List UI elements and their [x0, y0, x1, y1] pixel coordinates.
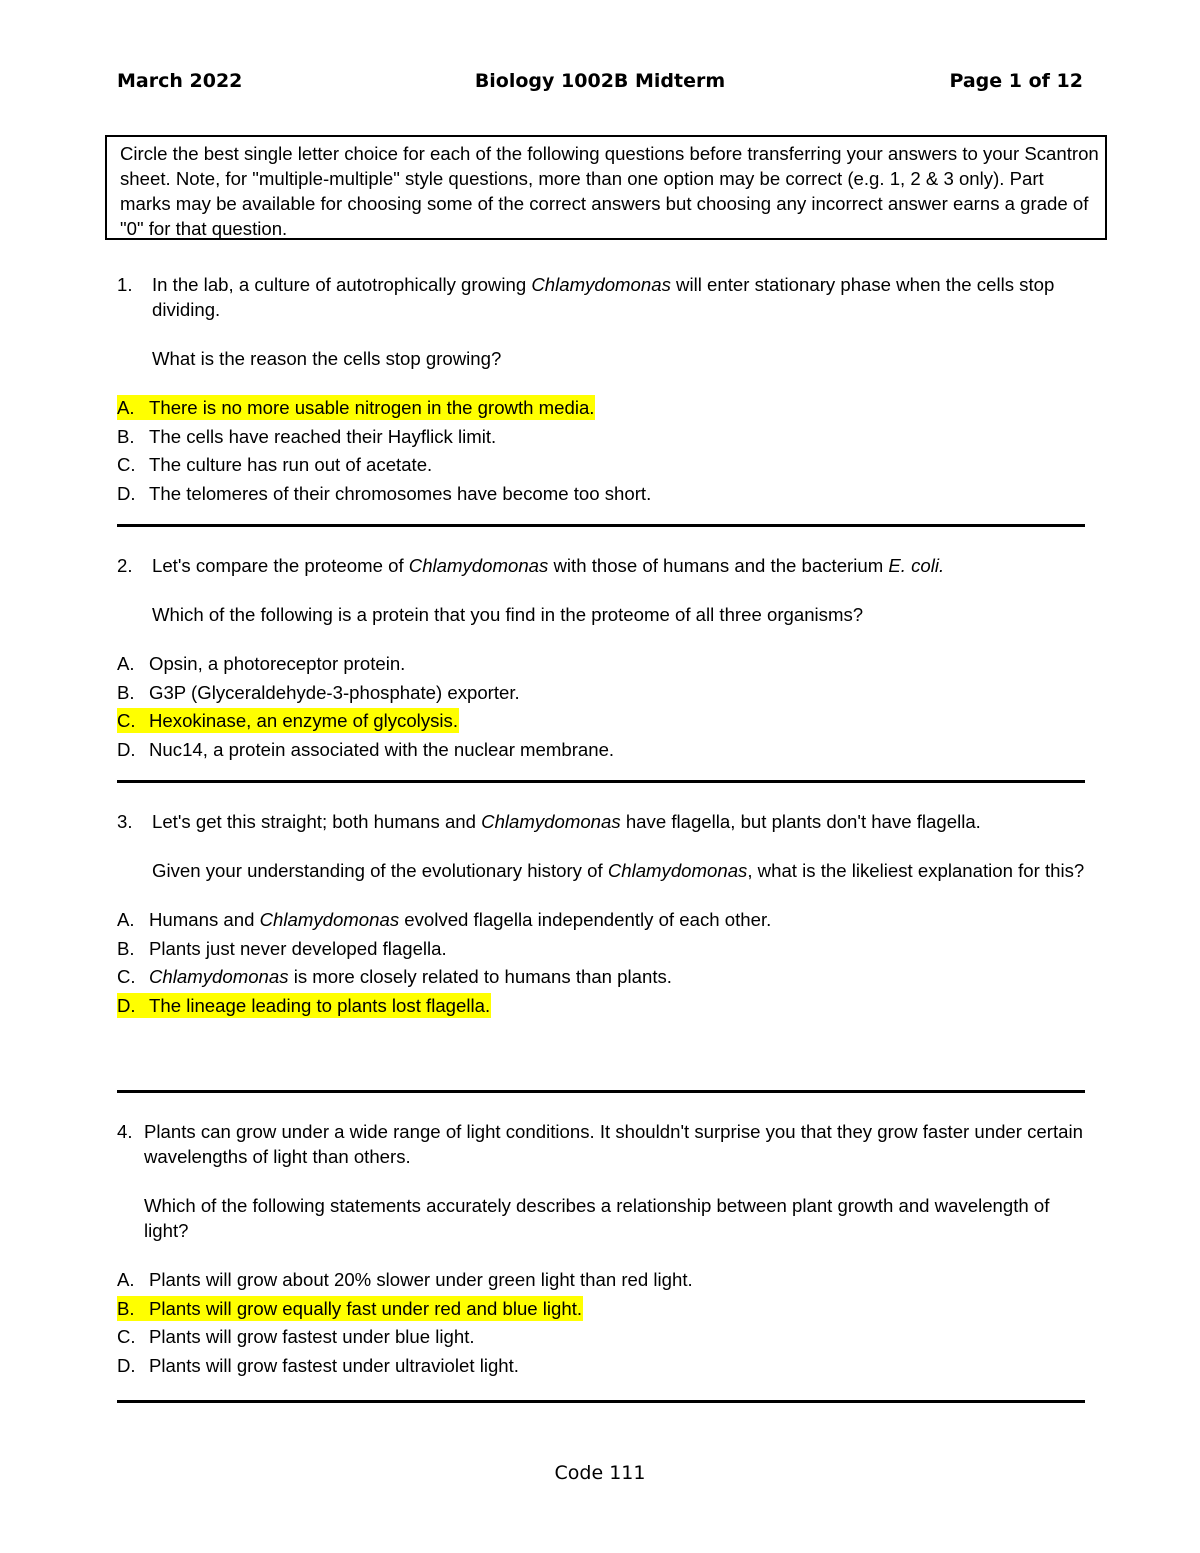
question-stem: [117, 1119, 1085, 1169]
option-d[interactable]: [117, 992, 1085, 1021]
option-a[interactable]: A. Plants will grow about 20% slower under green light than red light.: [117, 1269, 693, 1290]
header-date: March 2022: [117, 70, 243, 92]
header-page-number: Page 1 of 12: [949, 70, 1083, 92]
question-prompt: What is the reason the cells stop growing?: [152, 348, 502, 369]
section-divider: [117, 1400, 1085, 1403]
question-prompt: Which of the following statements accurately describes a relationship between plant growth and wavelength of light?: [144, 1195, 1050, 1241]
question-text: In the lab, a culture of autotrophically growing Chlamydomonas will enter stationary phase when the cells stop dividing.: [152, 274, 1055, 320]
question-text: Let's compare the proteome of Chlamydomonas with those of humans and the bacterium E. coli.: [152, 555, 945, 576]
section-divider: [117, 1090, 1085, 1093]
question-text: Plants can grow under a wide range of light conditions. It shouldn't surprise you that they grow faster under certain wavelengths of light than others.: [144, 1121, 1083, 1167]
highlighted-answer: B. Plants will grow equally fast under red and blue light.: [117, 1297, 583, 1319]
header-course: Biology 1002B Midterm: [474, 70, 726, 92]
option-b[interactable]: B. Plants just never developed flagella.: [117, 937, 447, 959]
question-stem: [117, 553, 1085, 578]
question-1: [117, 272, 1085, 508]
option-b[interactable]: [117, 1295, 1085, 1324]
option-c[interactable]: [117, 707, 1085, 736]
question-prompt: Given your understanding of the evolutionary history of Chlamydomonas, what is the likeliest explanation for this?: [152, 860, 1085, 881]
answer-options: [117, 1266, 1085, 1380]
section-divider: [117, 524, 1085, 527]
highlighted-answer: C. Hexokinase, an enzyme of glycolysis.: [117, 710, 459, 731]
section-divider: [117, 780, 1085, 783]
option-c[interactable]: C. Plants will grow fastest under blue light.: [117, 1326, 475, 1347]
question-number: 2.: [117, 555, 133, 576]
highlighted-answer: A. There is no more usable nitrogen in the growth media.: [117, 397, 595, 418]
question-4: [117, 1119, 1085, 1380]
option-d[interactable]: D. Nuc14, a protein associated with the nuclear membrane.: [117, 738, 615, 760]
option-c[interactable]: C. The culture has run out of acetate.: [117, 454, 433, 475]
answer-options: [117, 906, 1085, 1020]
option-c[interactable]: C. Chlamydomonas is more closely related to humans than plants.: [117, 966, 672, 987]
option-d[interactable]: D. The telomeres of their chromosomes have become too short.: [117, 482, 652, 504]
footer-exam-code: Code 111: [554, 1462, 646, 1484]
question-stem: [117, 272, 1085, 322]
answer-options: [117, 394, 1085, 508]
option-d[interactable]: D. Plants will grow fastest under ultraviolet light.: [117, 1354, 519, 1376]
question-number: 3.: [117, 811, 133, 832]
option-b[interactable]: B. G3P (Glyceraldehyde-3-phosphate) exporter.: [117, 681, 520, 703]
option-a[interactable]: A. Opsin, a photoreceptor protein.: [117, 653, 406, 674]
answer-options: [117, 650, 1085, 764]
option-a[interactable]: [117, 394, 1085, 423]
option-b[interactable]: B. The cells have reached their Hayflick limit.: [117, 425, 497, 447]
question-prompt: Which of the following is a protein that you find in the proteome of all three organisms?: [152, 604, 864, 625]
question-number: 1.: [117, 274, 133, 295]
instructions-box: Circle the best single letter choice for each of the following questions before transferring your answers to your Scantron sheet. Note, for "multiple-multiple" style questions, more than one option may be correct (e.g. 1, 2 & 3 only). Part marks may be available for choosing some of the correct answers but choosing any incorrect answer earns a grade of "0" for that question.: [105, 135, 1107, 240]
question-2: [117, 553, 1085, 764]
question-stem: [117, 809, 1085, 834]
question-text: Let's get this straight; both humans and Chlamydomonas have flagella, but plants don't have flagella.: [152, 811, 981, 832]
highlighted-answer: D. The lineage leading to plants lost flagella.: [117, 994, 491, 1016]
option-a[interactable]: A. Humans and Chlamydomonas evolved flagella independently of each other.: [117, 909, 772, 930]
question-3: [117, 809, 1085, 1020]
question-number: 4.: [117, 1121, 133, 1142]
